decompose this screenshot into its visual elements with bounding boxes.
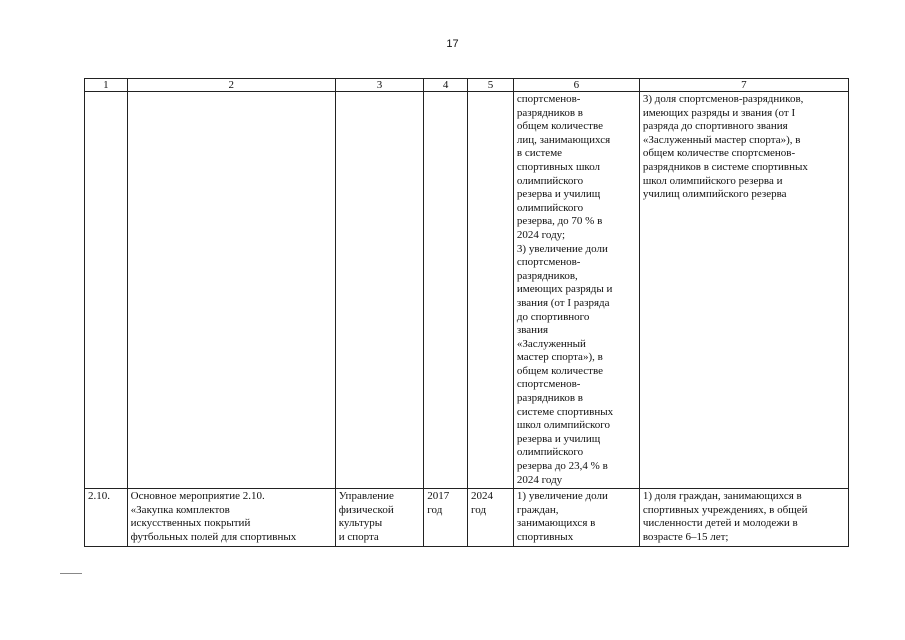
column-number: 2 xyxy=(127,79,335,92)
column-number: 3 xyxy=(335,79,424,92)
cell-end-year: 2024 год xyxy=(468,489,514,546)
cell-measure xyxy=(127,92,335,489)
cell-expected-result: спортсменов- разрядников в общем количестве лиц, занимающихся в системе спортивных школ олимпийского резерва и училищ олимпийского резерва, до 70 % в 2024 году; 3) увеличение доли спортсменов- разрядников, имеющих разряды и звания (от I разряда до спортивного звания «Заслуженный мастер спорта»), в общем количестве спортсменов- разрядников в системе спортивных школ олимпийского резерва и училищ олимпийского резерва до 23,4 % в 2024 году xyxy=(513,92,639,489)
cell-end-year xyxy=(468,92,514,489)
cell-indicator: 1) доля граждан, занимающихся в спортивных учреждениях, в общей численности детей и молодежи в возрасте 6–15 лет; xyxy=(639,489,848,546)
cell-executor: Управление физической культуры и спорта xyxy=(335,489,424,546)
cell-start-year xyxy=(424,92,468,489)
cell-number: 2.10. xyxy=(85,489,128,546)
cell-indicator: 3) доля спортсменов-разрядников, имеющих разряды и звания (от I разряда до спортивного звания «Заслуженный мастер спорта»), в общем количестве спортсменов- разрядников в системе спортивных школ олимпийского резерва и училищ олимпийского резерва xyxy=(639,92,848,489)
page-number: 17 xyxy=(446,38,459,50)
table-row xyxy=(85,489,849,546)
column-number-row xyxy=(85,79,849,92)
cell-expected-result: 1) увеличение доли граждан, занимающихся в спортивных xyxy=(513,489,639,546)
column-number: 4 xyxy=(424,79,468,92)
cell-number xyxy=(85,92,128,489)
column-number: 7 xyxy=(639,79,848,92)
cell-start-year: 2017 год xyxy=(424,489,468,546)
measures-table xyxy=(84,78,849,547)
cell-measure: Основное мероприятие 2.10. «Закупка комплектов искусственных покрытий футбольных полей для спортивных xyxy=(127,489,335,546)
scan-artifact xyxy=(60,573,82,574)
column-number: 1 xyxy=(85,79,128,92)
cell-executor xyxy=(335,92,424,489)
column-number: 6 xyxy=(513,79,639,92)
column-number: 5 xyxy=(468,79,514,92)
table-row xyxy=(85,92,849,489)
